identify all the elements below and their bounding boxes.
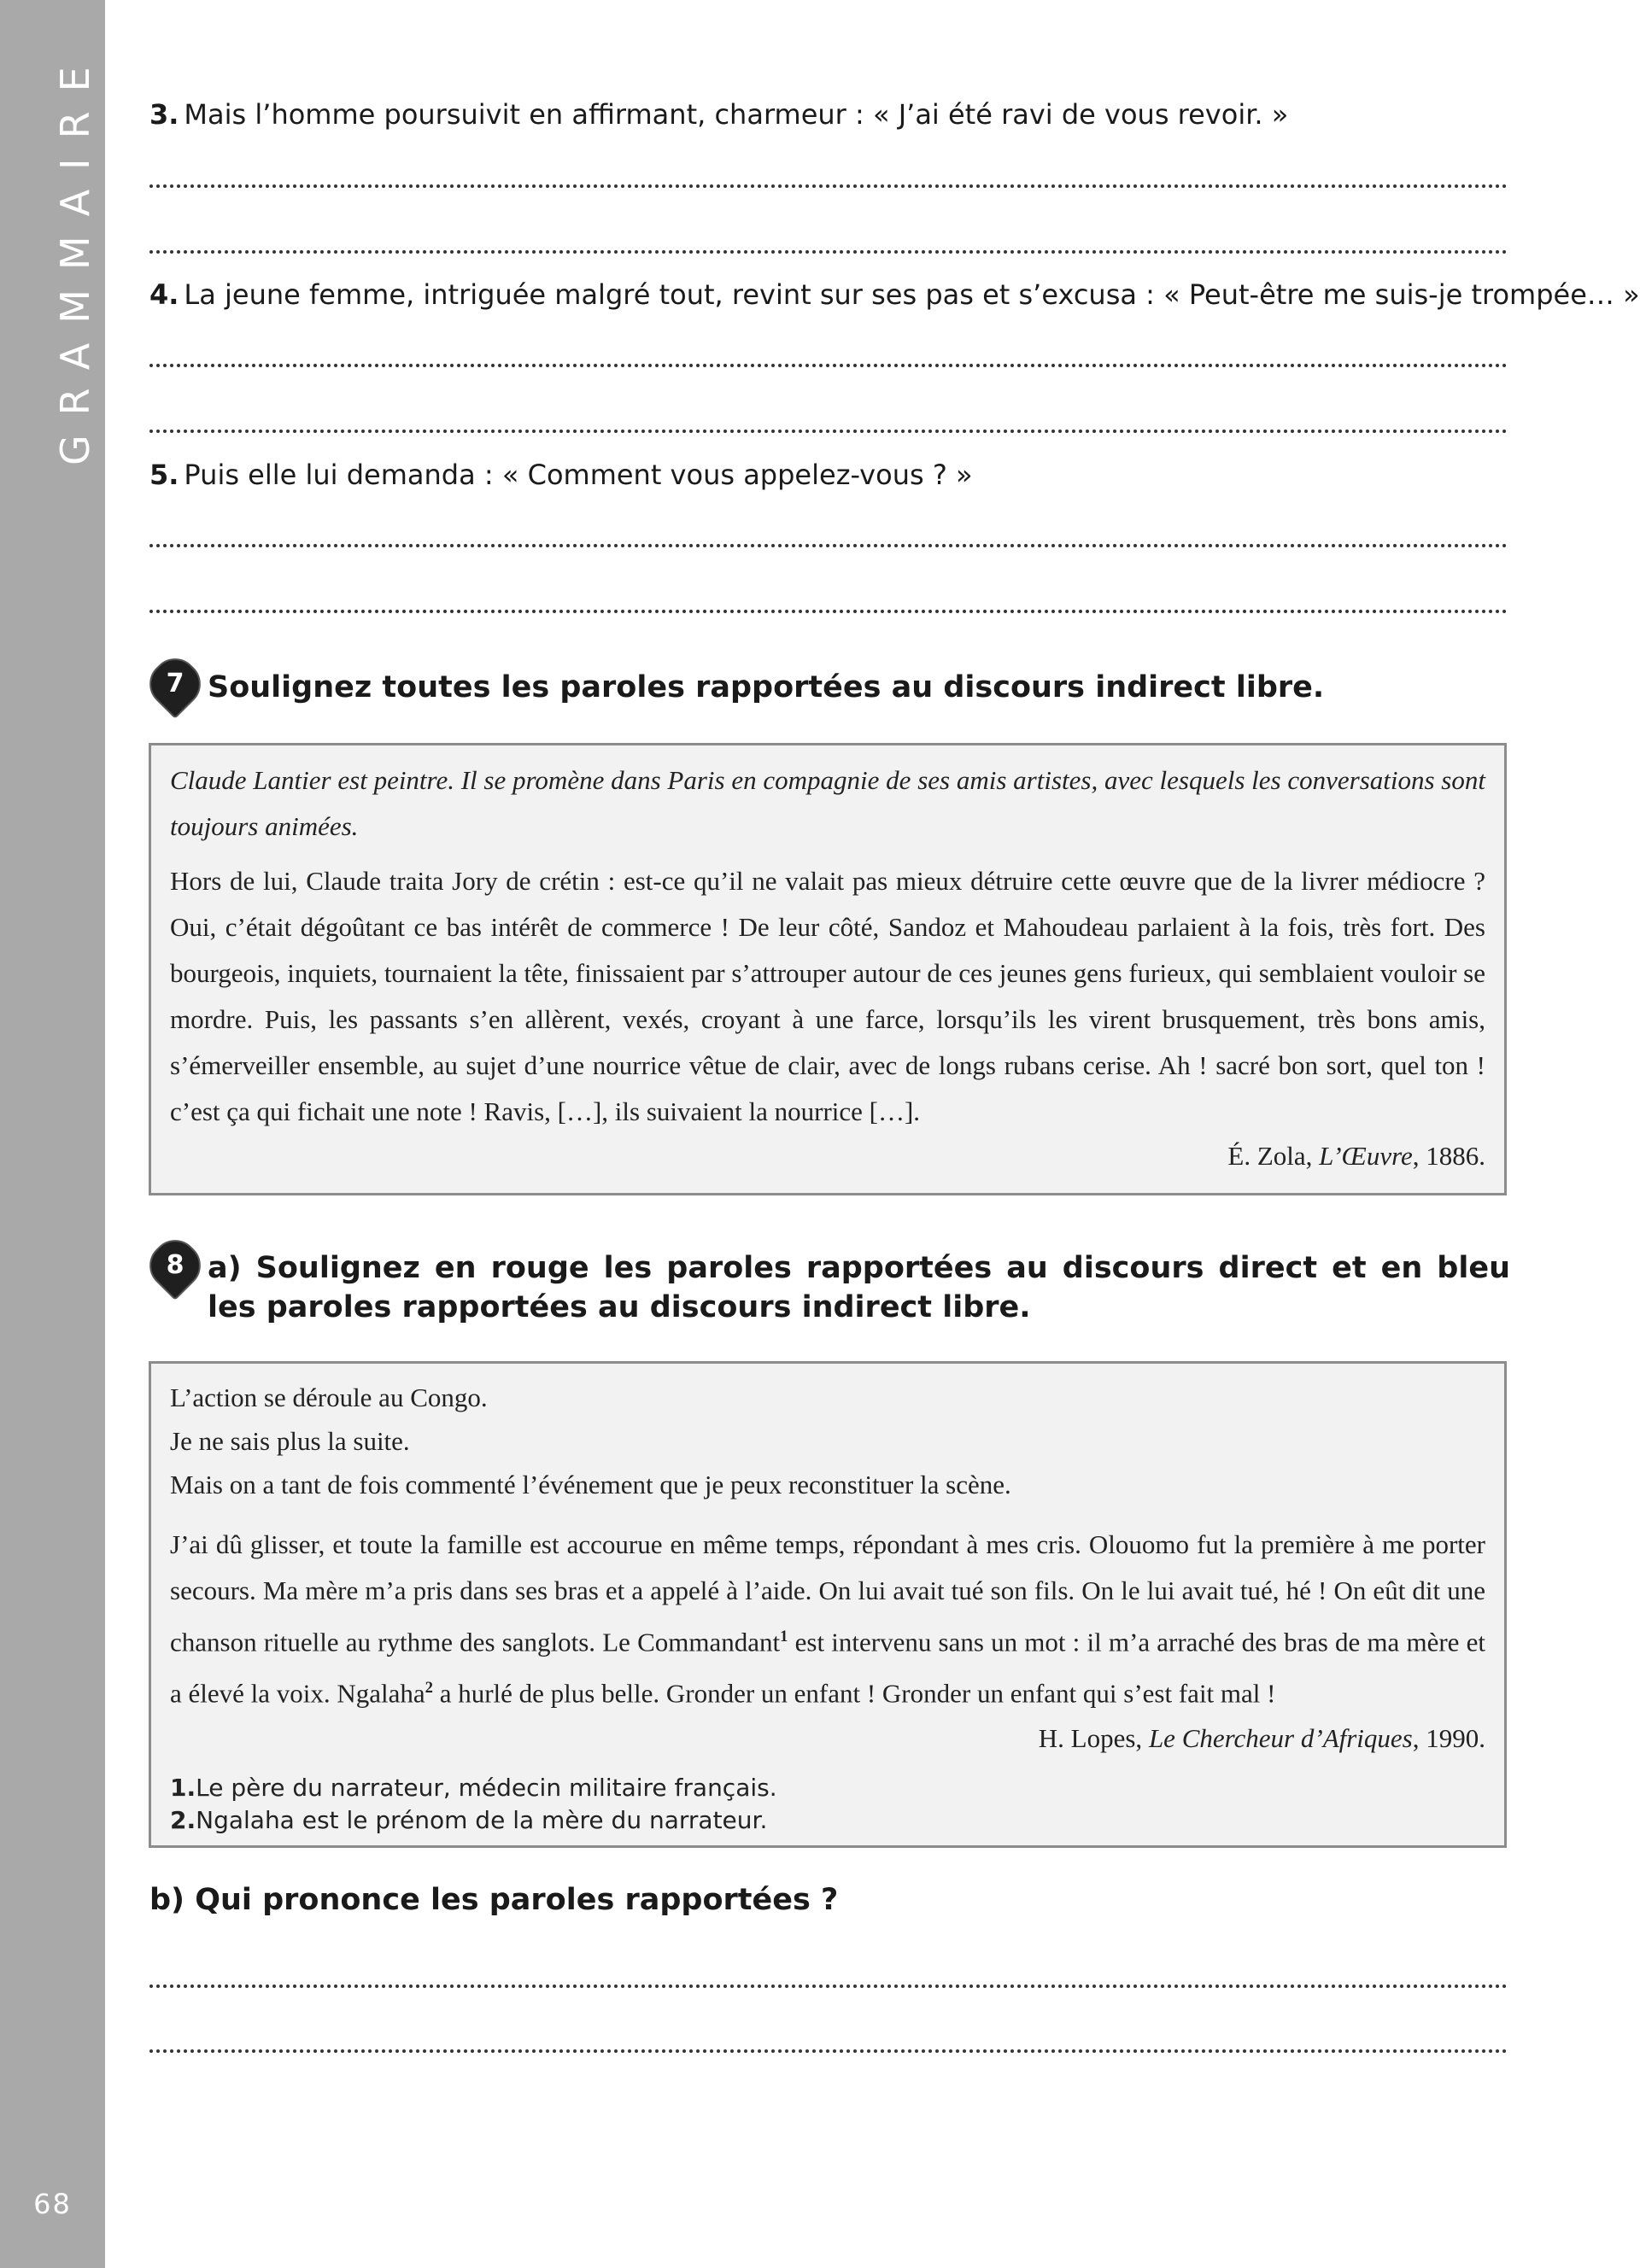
item-text: Mais l’homme poursuivit en affirmant, charmeur : « J’ai été ravi de vous revoir. » [184,98,1289,131]
answer-line[interactable] [149,544,1508,547]
excerpt-text: Hors de lui, Claude traita Jory de crétin : est-ce qu’il ne valait pas mieux détruire cette œuvre que de la livrer médiocre ? Oui, c’était dégoûtant ce bas intérêt de commerce ! De leur côté, Sandoz et Mahoudeau parlaient à la fois, très fort. Des bourgeois, inquiets, tournaient la tête, finissaient par s’attrouper autour de ces jeunes gens furieux, qui semblaient vouloir se mordre. Puis, les passants s’en allèrent, vexés, croyant à une farce, lorsqu’ils les virent brusquement, très bons amis, s’émerveiller ensemble, au sujet d’une nourrice vêtue de clair, avec de longs rubans cerise. Ah ! sacré bon sort, quel ton ! c’est ça qui fichait une note ! Ravis, […], ils suivaient la nourrice […]. [170,866,1485,1126]
footnote-1: 1.Le père du narrateur, médecin militaire français. [170,1773,777,1802]
answer-line[interactable] [149,364,1508,367]
intro-line: L’action se déroule au Congo. [170,1382,488,1412]
excerpt-text: J’ai dû glisser, et toute la famille est accourue en même temps, répondant à mes cris. Olouomo fut la première à me porter secours. Ma mère m’a pris dans ses bras et a appelé à l’aide. On lui avait tué son fils. On le lui avait tué, hé ! On eût dit une chanson rituelle au rythme des sanglots. Le Commandant$^1$ est intervenu sans un mot : il m’a arraché des bras de ma mère et a élevé la voix. Ngalaha$^2$ a hurlé de plus belle. Gronder un enfant ! Gronder un enfant qui s’est fait mal ! [170,1529,1485,1709]
exercise-7-excerpt [149,743,1507,1195]
item-number: 3. [149,98,179,131]
answer-line[interactable] [149,1984,1508,1988]
answer-line[interactable] [149,250,1508,254]
intro-line: Je ne sais plus la suite. [170,1426,410,1456]
footnote-ref: 2 [425,1679,433,1698]
exercise-8a-instruction: a) Soulignez en rouge les paroles rapportées au discours direct et en bleu les paroles rapportées au discours indirect libre. [208,1251,1510,1324]
footnote-2: 2.Ngalaha est le prénom de la mère du narrateur. [170,1805,768,1834]
question-item-5 [149,459,973,491]
item-number: 4. [149,278,179,311]
footnote-ref: 1 [780,1628,788,1645]
excerpt-intro: Claude Lantier est peintre. Il se promène dans Paris en compagnie de ses amis artistes, avec lesquels les conversations sont toujours animées. [170,765,1485,841]
exercise-8-badge: 8 [140,1230,210,1301]
page-number: 68 [33,2188,72,2220]
footnotes [170,1772,1485,1837]
item-text: Puis elle lui demanda : « Comment vous appelez-vous ? » [184,459,973,491]
answer-line[interactable] [149,184,1508,188]
answer-line[interactable] [149,430,1508,433]
exercise-8b-question: b) Qui prononce les paroles rapportées ? [149,1883,839,1917]
question-item-4 [149,278,1640,311]
answer-line[interactable] [149,2049,1508,2053]
excerpt-source: H. Lopes, Le Chercheur d’Afriques, 1990. [1038,1722,1485,1753]
intro-line: Mais on a tant de fois commenté l’événement que je peux reconstituer la scène. [170,1470,1011,1499]
sidebar [0,0,105,2268]
question-item-3 [149,98,1288,131]
item-text: La jeune femme, intriguée malgré tout, revint sur ses pas et s’excusa : « Peut-être me suis-je trompée… » [184,278,1640,311]
exercise-7-badge: 7 [140,649,210,719]
item-number: 5. [149,459,179,491]
section-title: GRAMMAIRE [52,47,98,465]
answer-line[interactable] [149,610,1508,613]
exercise-7-instruction: Soulignez toutes les paroles rapportées au discours indirect libre. [208,670,1325,704]
exercise-8-excerpt [149,1361,1507,1848]
excerpt-source: É. Zola, L’Œuvre, 1886. [1227,1141,1485,1171]
